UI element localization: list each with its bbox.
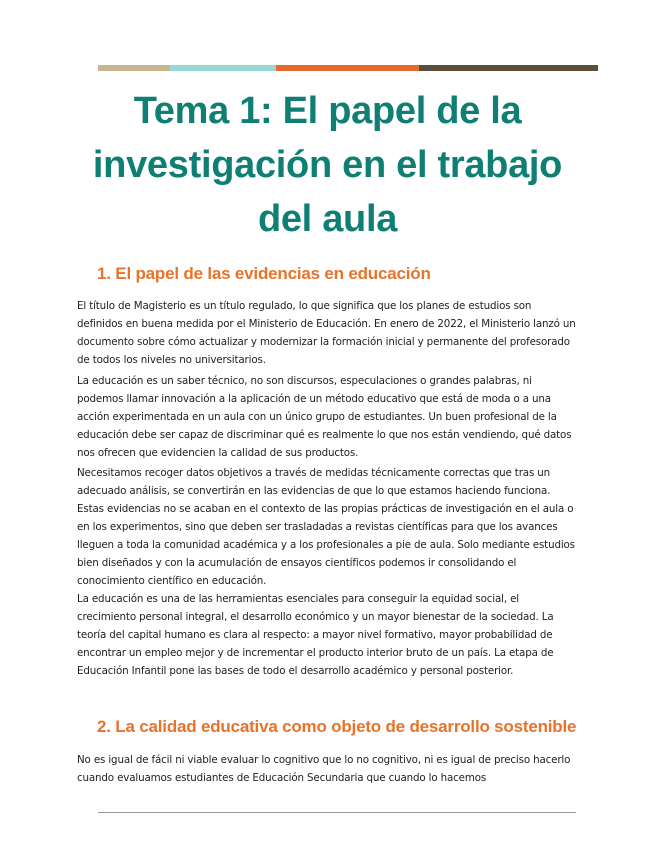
decorative-color-bar (98, 65, 598, 71)
paragraph: El título de Magisterio es un título regulado, lo que significa que los planes de estudios son definidos en buena medida por el Ministerio de Educación. En enero de 2022, el Ministerio lanzó un documento sobre cómo actualizar y modernizar la formación inicial y permanente del profesorado de todos los niveles no universitarios. (77, 300, 576, 366)
title-line: Tema 1: El papel de la (133, 90, 522, 132)
paragraph: La educación es un saber técnico, no son discursos, especulaciones o grandes palabras, ni podemos llamar innovación a la aplicación de un método educativo que está de moda o a una acción experimentada en un aula con un único grupo de estudiantes. Un buen profesional de la educación debe ser capaz de discriminar qué es realmente lo que nos están vendiendo, qué datos nos ofrecen que evidencien la calidad de sus productos. (77, 375, 572, 459)
paragraph: Necesitamos recoger datos objetivos a través de medidas técnicamente correctas que tras un adecuado análisis, se convertirán en las evidencias de que lo que estamos haciendo funciona. Estas evidencias no se acaban en el contexto de las propias prácticas de investigación en el aula o en los experimentos, sino que deben ser trasladadas a revistas científicas para que los avances lleguen a toda la comunidad académica y a los profesionales a pie de aula. Solo mediante estudios bien diseñados y con la acumulación de ensayos científicos podemos ir consolidando el conocimiento científico en educación. (77, 467, 575, 587)
page-title (60, 84, 595, 246)
color-bar-segment-brown (419, 65, 598, 71)
color-bar-segment-aqua (170, 65, 276, 71)
footer-divider (98, 812, 576, 813)
paragraph: No es igual de fácil ni viable evaluar lo cognitivo que lo no cognitivo, ni es igual de preciso hacerlo cuando evaluamos estudiantes de Educación Secundaria que cuando lo hacemos (77, 754, 571, 784)
color-bar-segment-orange (276, 65, 419, 71)
title-line: del aula (257, 198, 398, 240)
section-heading-calidad: 2. La calidad educativa como objeto de desarrollo sostenible (97, 717, 577, 736)
section-heading-evidencias: 1. El papel de las evidencias en educación (97, 264, 431, 283)
color-bar-segment-beige (98, 65, 170, 71)
paragraph: La educación es una de las herramientas esenciales para conseguir la equidad social, el crecimiento personal integral, el desarrollo económico y un mayor bienestar de la sociedad. La teoría del capital humano es clara al respecto: a mayor nivel formativo, mayor probabilidad de encontrar un empleo mejor y de incrementar el producto interior bruto de un país. La etapa de Educación Infantil pone las bases de todo el desarrollo académico y personal posterior. (77, 593, 554, 677)
title-line: investigación en el trabajo (92, 144, 563, 186)
